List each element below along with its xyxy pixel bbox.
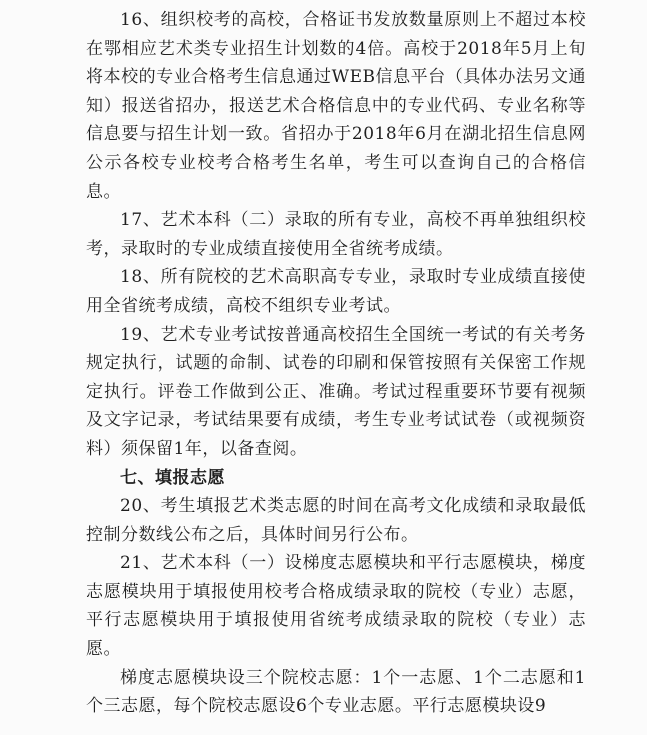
section-heading: 七、填报志愿	[120, 467, 225, 488]
document-body	[86, 6, 586, 721]
paragraph-19: 19、艺术专业考试按普通高校招生全国统一考试的有关考务规定执行，试题的命制、试卷的印刷和保管按照有关保密工作规定执行。评卷工作做到公正、准确。考试过程重要环节要有视频及文字记录，考试结果要有成绩，考生专业考试试卷（或视频资料）须保留1年，以备查阅。	[86, 324, 586, 459]
paragraph-21: 21、艺术本科（一）设梯度志愿模块和平行志愿模块，梯度志愿模块用于填报使用校考合格成绩录取的院校（专业）志愿，平行志愿模块用于填报使用省统考成绩录取的院校（专业）志愿。	[86, 553, 586, 660]
paragraph-16: 16、组织校考的高校，合格证书发放数量原则上不超过本校在鄂相应艺术类专业招生计划数的4倍。高校于2018年5月上旬将本校的专业合格考生信息通过WEB信息平台（具体办法另文通知）报送省招办，报送艺术合格信息中的专业代码、专业名称等信息要与招生计划一致。省招办于2018年6月在湖北招生信息网公示各校专业校考合格考生名单，考生可以查询自己的合格信息。	[86, 10, 586, 202]
paragraph-22: 梯度志愿模块设三个院校志愿：1个一志愿、1个二志愿和1个三志愿，每个院校志愿设6个专业志愿。平行志愿模块设9	[86, 667, 586, 717]
paragraph-18: 18、所有院校的艺术高职高专专业，录取时专业成绩直接使用全省统考成绩，高校不组织专业考试。	[86, 267, 586, 316]
paragraph-17: 17、艺术本科（二）录取的所有专业，高校不再单独组织校考，录取时的专业成绩直接使用全省统考成绩。	[86, 210, 586, 259]
paragraph-20: 20、考生填报艺术类志愿的时间在高考文化成绩和录取最低控制分数线公布之后，具体时间另行公布。	[86, 496, 586, 545]
